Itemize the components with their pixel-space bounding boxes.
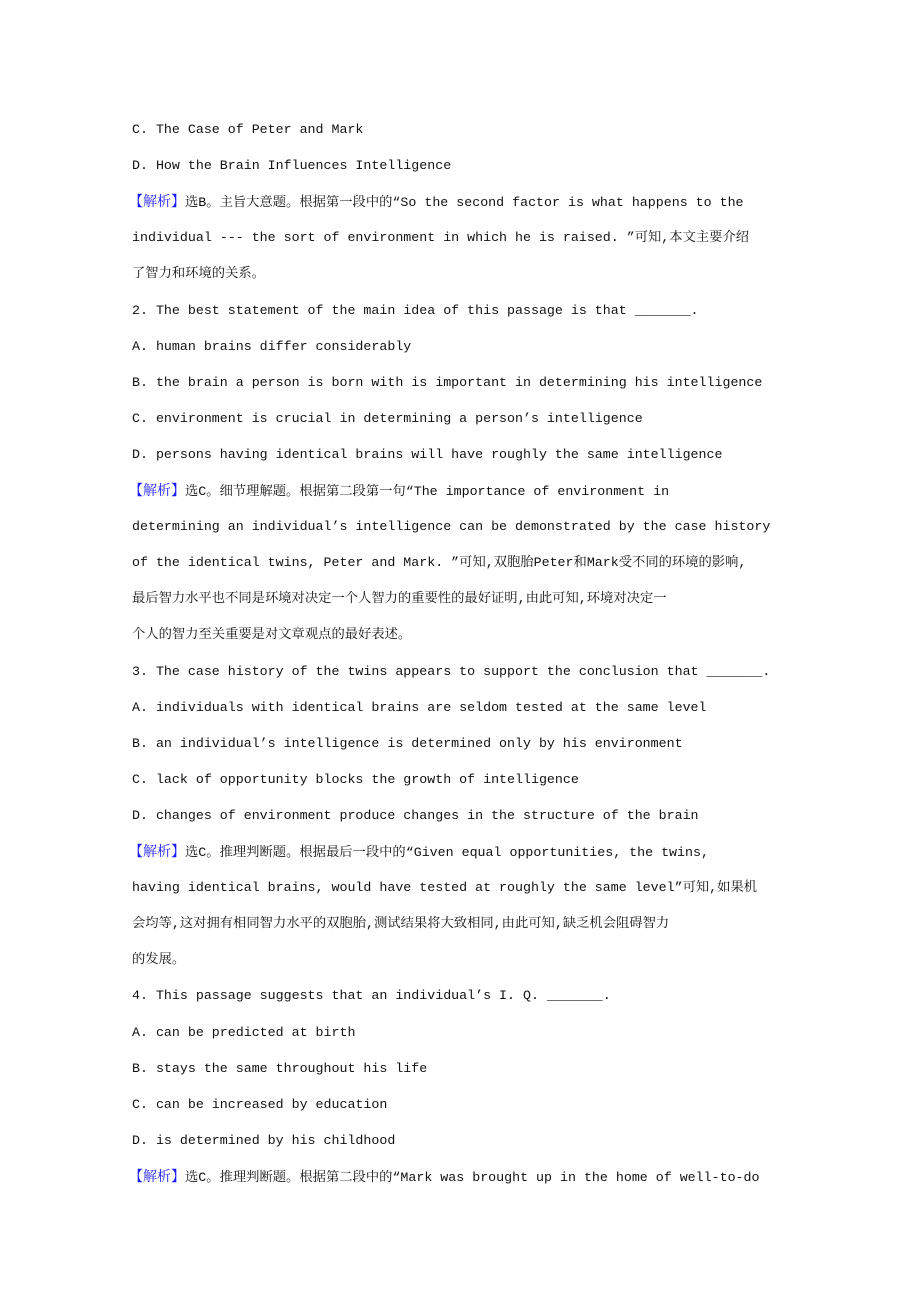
line-text: determining an individual’s intelligence can be demonstrated by the case history [132, 519, 771, 534]
line-text: 个人的智力至关重要是对文章观点的最好表述。 [132, 627, 412, 642]
text-line [132, 373, 762, 393]
text-line [132, 734, 683, 754]
line-text: 选C。细节理解题。根据第二段第一句“The importance of environment in [185, 484, 670, 499]
text-line [132, 662, 770, 682]
text-line [132, 1023, 355, 1043]
text-line [132, 914, 669, 934]
line-text: having identical brains, would have tested at roughly the same level”可知,如果机 [132, 880, 758, 895]
line-text: 选C。推理判断题。根据最后一段中的“Given equal opportunities, the twins, [185, 845, 709, 860]
text-line [132, 264, 265, 284]
line-text: C. lack of opportunity blocks the growth of intelligence [132, 772, 579, 787]
line-text: 会均等,这对拥有相同智力水平的双胞胎,测试结果将大致相同,由此可知,缺乏机会阻碍智力 [132, 916, 670, 931]
analysis-label: 【解析】 [129, 844, 185, 860]
text-line [132, 806, 699, 826]
text-line [132, 301, 699, 321]
line-text: C. can be increased by education [132, 1097, 388, 1112]
line-text: D. How the Brain Influences Intelligence [132, 158, 452, 173]
analysis-line [129, 1167, 760, 1188]
line-text: D. is determined by his childhood [132, 1133, 396, 1148]
line-text: D. changes of environment produce changes in the structure of the brain [132, 808, 699, 823]
analysis-label: 【解析】 [129, 1169, 185, 1185]
line-text: 选B。主旨大意题。根据第一段中的“So the second factor is what happens to the [185, 195, 744, 210]
analysis-line [129, 842, 709, 863]
analysis-line [129, 192, 744, 213]
line-text: A. individuals with identical brains are seldom tested at the same level [132, 700, 707, 715]
line-text: D. persons having identical brains will have roughly the same intelligence [132, 447, 723, 462]
text-line [132, 517, 770, 537]
analysis-line [129, 481, 669, 502]
line-text: B. stays the same throughout his life [132, 1061, 428, 1076]
text-line [132, 698, 707, 718]
line-text: C. environment is crucial in determining a person’s intelligence [132, 411, 643, 426]
line-text: B. an individual’s intelligence is determined only by his environment [132, 736, 683, 751]
text-line [132, 409, 643, 429]
line-text: C. The Case of Peter and Mark [132, 122, 364, 137]
line-text: individual --- the sort of environment in which he is raised. ”可知,本文主要介绍 [132, 230, 750, 245]
text-line [132, 120, 363, 140]
text-line [132, 156, 451, 176]
text-line [132, 770, 579, 790]
text-line [132, 986, 611, 1006]
text-line [132, 228, 749, 248]
text-line [132, 950, 185, 970]
text-line [132, 1059, 427, 1079]
line-text: of the identical twins, Peter and Mark. ”可知,双胞胎Peter和Mark受不同的环境的影响, [132, 555, 747, 570]
line-text: 选C。推理判断题。根据第二段中的“Mark was brought up in the home of well-to-do [185, 1170, 760, 1185]
analysis-label: 【解析】 [129, 194, 185, 210]
text-line [132, 878, 757, 898]
line-text: 2. The best statement of the main idea of this passage is that _______. [132, 303, 699, 318]
line-text: 的发展。 [132, 952, 186, 967]
line-text: 最后智力水平也不同是环境对决定一个人智力的重要性的最好证明,由此可知,环境对决定一 [132, 591, 667, 606]
text-line [132, 553, 746, 573]
text-line [132, 1131, 395, 1151]
line-text: A. human brains differ considerably [132, 339, 412, 354]
line-text: 3. The case history of the twins appears to support the conclusion that _______. [132, 664, 771, 679]
text-line [132, 1095, 387, 1115]
text-line [132, 337, 411, 357]
analysis-label: 【解析】 [129, 483, 185, 499]
text-line [132, 625, 411, 645]
line-text: B. the brain a person is born with is important in determining his intelligence [132, 375, 763, 390]
line-text: A. can be predicted at birth [132, 1025, 356, 1040]
text-line [132, 589, 667, 609]
text-line [132, 445, 722, 465]
line-text: 了智力和环境的关系。 [132, 266, 265, 281]
line-text: 4. This passage suggests that an individual’s I. Q. _______. [132, 988, 611, 1003]
